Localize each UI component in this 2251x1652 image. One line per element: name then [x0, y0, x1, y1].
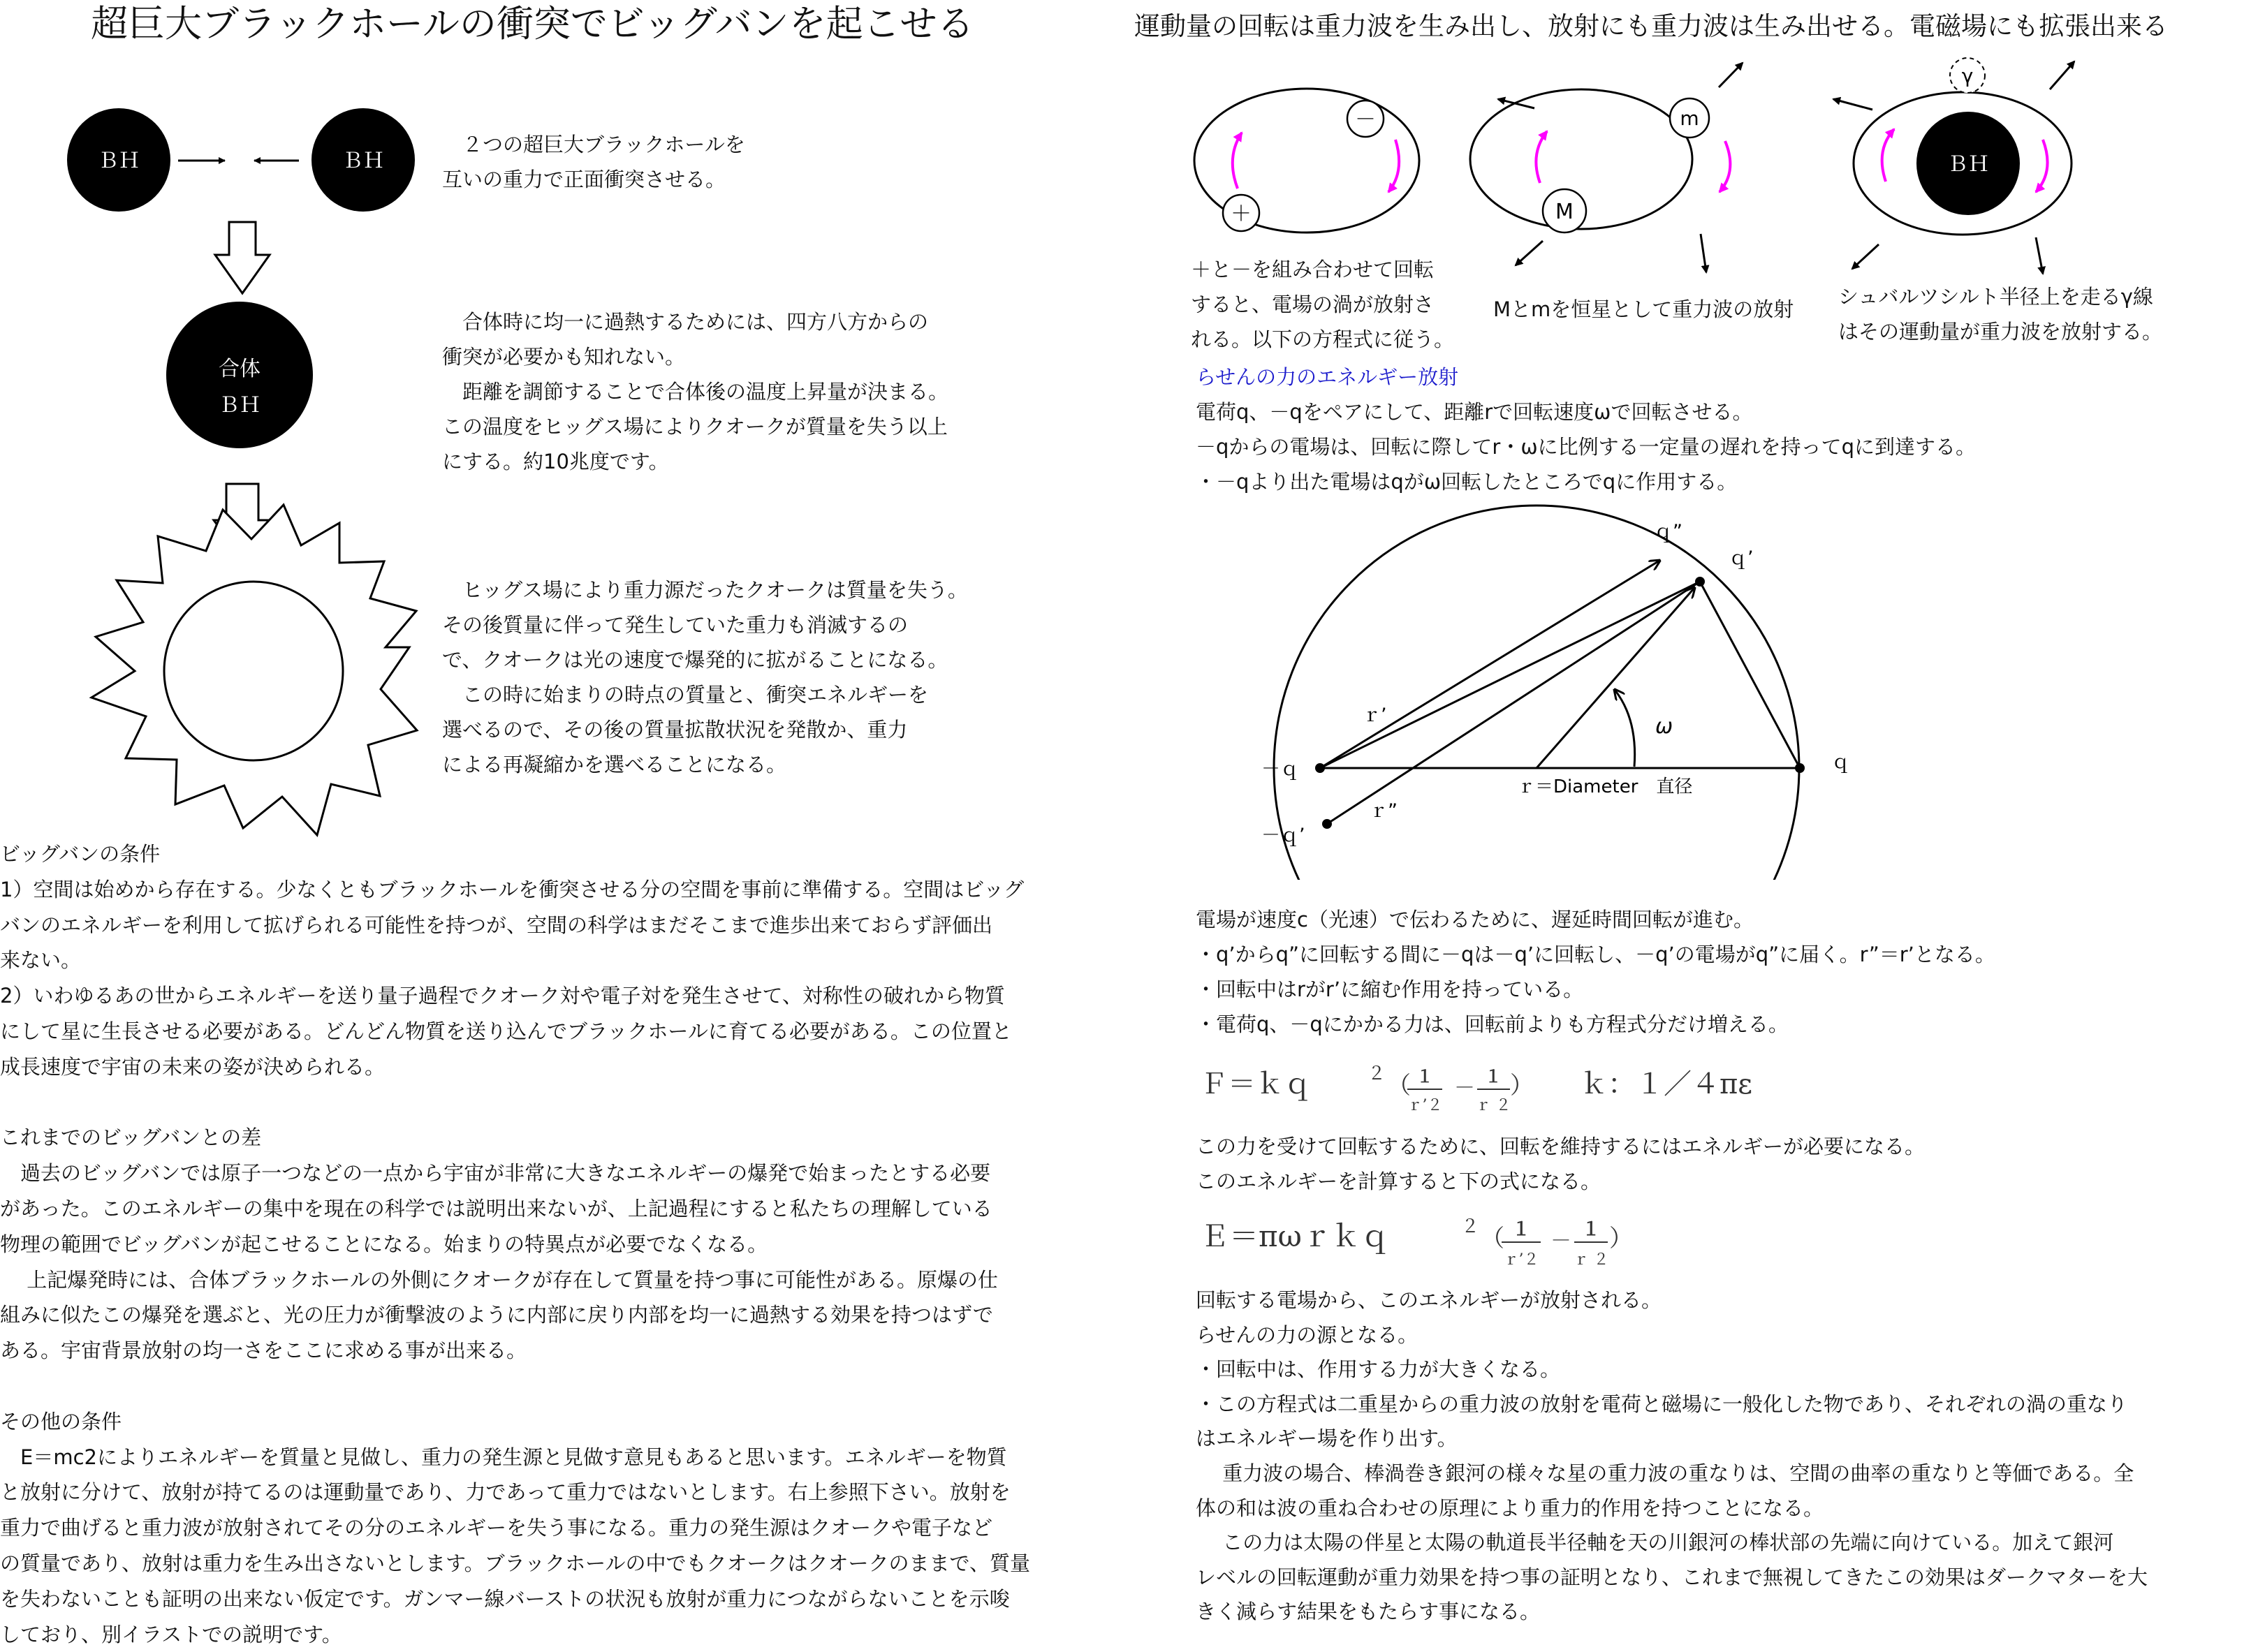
wave-arrow-icon	[2036, 237, 2043, 274]
eq1-k: ｋ：１／４πε	[1580, 1068, 1753, 1100]
label-minus-q1: －ｑ’	[1261, 825, 1305, 846]
label-omega: ω	[1655, 714, 1673, 739]
eq1-lhs: Ｆ＝ｋｑ	[1200, 1068, 1312, 1100]
left-body: ビッグバンの条件 1）空間は始めから存在する。少なくともブラックホールを衝突させる分の空間を事前に準備する。空間はビッグ バンのエネルギーを利用して拡げられる可能性を持つが、空間の科学はまだそこまで進歩出来ておらず評価出 来ない。 2）いわゆるあの世からエネルギーを送り量子過程でクオーク対や電子対を発生させて、対称性の破れから物質 にして星に生長させる必要がある。どんどん物質を送り込んでブラックホールに育てる必要がある。この位置と 成長速度で宇宙の未来の姿が決められる。 これまでのビッグバンとの差 過去のビッグバンでは原子一つなどの一点から宇宙が非常に大きなエネルギーの爆発で始まったとする必要 があった。このエネルギーの集中を現在の科学では説明出来ないが、上記過程にすると私たちの理解している 物理の範囲でビッグバンが起こせることになる。始まりの特異点が必要でなくなる。 上記爆発時には、合体ブラックホールの外側にクオークが存在して質量を持つ事に可能性がある。原爆の仕 組みに似たこの爆発を選ぶと、光の圧力が衝撃波のように内部に戻り内部を均一に過熱する効果を持つはずで ある。宇宙背景放射の均一さをここに求める事が出来る。 その他の条件 E＝mc2によりエネルギーを質量と見做し、重力の発生源と見做す意見もあると思います。エネルギーを物質 と放射に分けて、放射が持てるのは運動量であり、力であって重力ではないとします。右上参照下さい。放射を 重力で曲げると重力波が放射されてその分のエネルギーを失う事になる。重力の発生源はクオークや電子など の質量であり、放射は重力を生み出さないとします。ブラックホールの中でもクオークはクオークのままで、質量 を失わないことも証明の出来ない仮定です。ガンマー線バーストの状況も放射が重力につながらないことを示唆 しており、別イラストでの説明です。	[0, 836, 1030, 1652]
wave-arrow-icon	[1852, 244, 1879, 269]
point-q	[1795, 763, 1805, 773]
label-minus-q: －ｑ	[1261, 758, 1299, 780]
chord-line	[1700, 582, 1800, 768]
eq2-num1: １	[1511, 1219, 1531, 1240]
eq2-den1: ｒ’２	[1503, 1251, 1539, 1269]
wave-arrow-icon	[1701, 234, 1706, 272]
heading-difference: これまでのビッグバンとの差	[0, 1126, 262, 1150]
equation-force	[1194, 1054, 1823, 1117]
wave-arrow-icon	[1498, 99, 1534, 108]
wave-arrow-icon	[1516, 241, 1543, 265]
eq1-sup: ２	[1368, 1063, 1386, 1084]
point-minus-q	[1315, 763, 1325, 773]
left-desc-1: ２つの超巨大ブラックホールを 互いの重力で正面衝突させる。	[442, 133, 745, 191]
tail-text: 回転する電場から、このエネルギーが放射される。 らせんの力の源となる。 ・回転中は、作用する力が大きくなる。 ・この方程式は二重星からの重力波の放射を電荷と磁場に一般化した物であり、それぞれの渦の重なり はエネルギー場を作り出す。 重力波の場合、棒渦巻き銀河の様々な星の重力波の重なりは、空間の曲率の重なりと等価である。全 体の和は波の重ね合わせの原理により重力的作用を持つことになる。 この力は太陽の伴星と太陽の軌道長半径軸を天の川銀河の棒状部の先端に向けている。加えて銀河 レベルの回転運動が重力効果を持つ事の証明となり、これまで無視してきたこの効果はダークマターを大 きく減らす結果をもたらす事になる。	[1196, 1288, 2148, 1624]
eq2-open: （	[1481, 1225, 1504, 1253]
rotation-arrow-icon	[1233, 133, 1242, 189]
radius-arrow	[1537, 588, 1694, 768]
section-title: らせんの力のエネルギー放射	[1196, 365, 1459, 389]
point-q-prime	[1695, 577, 1705, 587]
left-desc-2: 合体時に均一に過熱するためには、四方八方からの 衝突が必要かも知れない。 距離を調節することで合体後の温度上昇量が決まる。 この温度をヒッグス場によりクオークが質量を失う以上 にする。約10兆度です。	[442, 310, 949, 473]
label-diameter: ｒ＝Diameter 直径	[1517, 776, 1693, 797]
wave-arrow-icon	[1833, 99, 1872, 110]
arrow-to-q2	[1320, 561, 1659, 768]
minus-label: －	[1355, 108, 1376, 132]
eq1-den1: ｒ’２	[1407, 1097, 1443, 1114]
eq1-num1: １	[1416, 1066, 1433, 1086]
star-M-label: M	[1555, 200, 1574, 224]
rotation-arrow-icon	[1720, 141, 1730, 192]
d2-caption: Mとmを恒星として重力波の放射	[1493, 297, 1794, 321]
rotation-arrow-icon	[1536, 131, 1547, 183]
left-desc-3: ヒッグス場により重力源だったクオークは質量を失う。 その後質量に伴って発生していた重力も消滅するの で、クオークは光の速度で爆発的に拡がることになる。 この時に始まりの時点の質量と、衝突エネルギーを 選べるので、その後の質量拡散状況を発散か、重力 による再凝縮かを選べることになる。	[442, 578, 968, 776]
rotation-circle	[1274, 506, 1799, 883]
eq2-den2: ｒ ２	[1573, 1251, 1609, 1269]
label-q: ｑ	[1831, 751, 1850, 773]
label-r2: ｒ”	[1369, 800, 1398, 822]
hollow-down-arrow-icon	[215, 222, 270, 293]
left-title: 超巨大ブラックホールの衝突でビッグバンを起こせる	[91, 3, 974, 45]
bh-right-label: ＢＨ	[342, 149, 384, 173]
eq2-lhs: Ｅ＝πωｒｋｑ	[1200, 1219, 1390, 1253]
wave-arrow-icon	[1719, 63, 1743, 87]
after-eq1-text: この力を受けて回転するために、回転を維持するにはエネルギーが必要になる。 このエネルギーを計算すると下の式になる。	[1196, 1135, 1926, 1193]
label-q2: ｑ”	[1654, 521, 1682, 543]
rotation-arrow-icon	[1882, 129, 1894, 182]
heading-other-conditions: その他の条件	[0, 1409, 122, 1433]
bigbang-diagram	[0, 0, 447, 838]
label-q1: ｑ’	[1729, 547, 1754, 569]
merged-bh-label-2: ＢＨ	[219, 393, 261, 418]
eq2-minus: －	[1550, 1229, 1571, 1253]
eq1-num2: １	[1485, 1066, 1502, 1086]
right-title: 運動量の回転は重力波を生み出し、放射にも重力波は生み出せる。電磁場にも拡張出来る	[1134, 11, 2168, 41]
eq2-close: ）	[1609, 1225, 1633, 1253]
bh-left-label: ＢＨ	[98, 149, 140, 173]
label-r1: ｒ’	[1362, 705, 1387, 726]
merged-bh-label-1: 合体	[219, 357, 261, 381]
rotation-arrow-icon	[1388, 140, 1399, 192]
omega-arc-icon	[1615, 690, 1635, 767]
point-minus-q-prime	[1322, 819, 1332, 829]
eq2-sup: ２	[1461, 1216, 1480, 1237]
plus-label: ＋	[1231, 202, 1252, 226]
explosion-core	[164, 582, 343, 760]
d3-caption: シュバルツシルト半径上を走るγ線 はその運動量が重力波を放射する。	[1838, 285, 2163, 344]
eq1-minus: －	[1454, 1076, 1475, 1100]
intro-text: 電荷q、－qをペアにして、距離rで回転速度ωで回転させる。 －qからの電場は、回転に際してr・ωに比例する一定量の遅れを持ってqに到達する。 ・－qより出た電場はqがω回転したところでqに作用する。	[1196, 400, 1977, 494]
eq1-open: （	[1387, 1072, 1411, 1100]
wave-arrow-icon	[2050, 61, 2074, 89]
rotation-circle-diagram	[1243, 503, 1872, 883]
rotation-arrow-icon	[2036, 140, 2048, 192]
eq2-num2: １	[1581, 1219, 1601, 1240]
gamma-label: γ	[1961, 64, 1974, 87]
star-m-label: m	[1680, 107, 1699, 130]
eq1-close: ）	[1510, 1072, 1534, 1100]
d1-caption: ＋と－を組み合わせて回転 すると、電場の渦が放射さ れる。以下の方程式に従う。	[1191, 258, 1455, 351]
mid-text: 電場が速度c（光速）で伝わるために、遅延時間回転が進む。 ・q’からq”に回転する間に－qは－q’に回転し、－q’の電場がq”に届く。r”＝r’となる。 ・回転中はrがr’に縮む作用を持っている。 ・電荷q、－qにかかる力は、回転前よりも方程式分だけ増える。	[1196, 908, 1995, 1036]
heading-bigbang-conditions: ビッグバンの条件	[0, 842, 161, 866]
eq1-den2: ｒ ２	[1475, 1097, 1511, 1114]
bh-label: ＢＨ	[1947, 152, 1989, 177]
r-prime-line	[1320, 582, 1700, 768]
equation-energy	[1194, 1204, 1823, 1271]
